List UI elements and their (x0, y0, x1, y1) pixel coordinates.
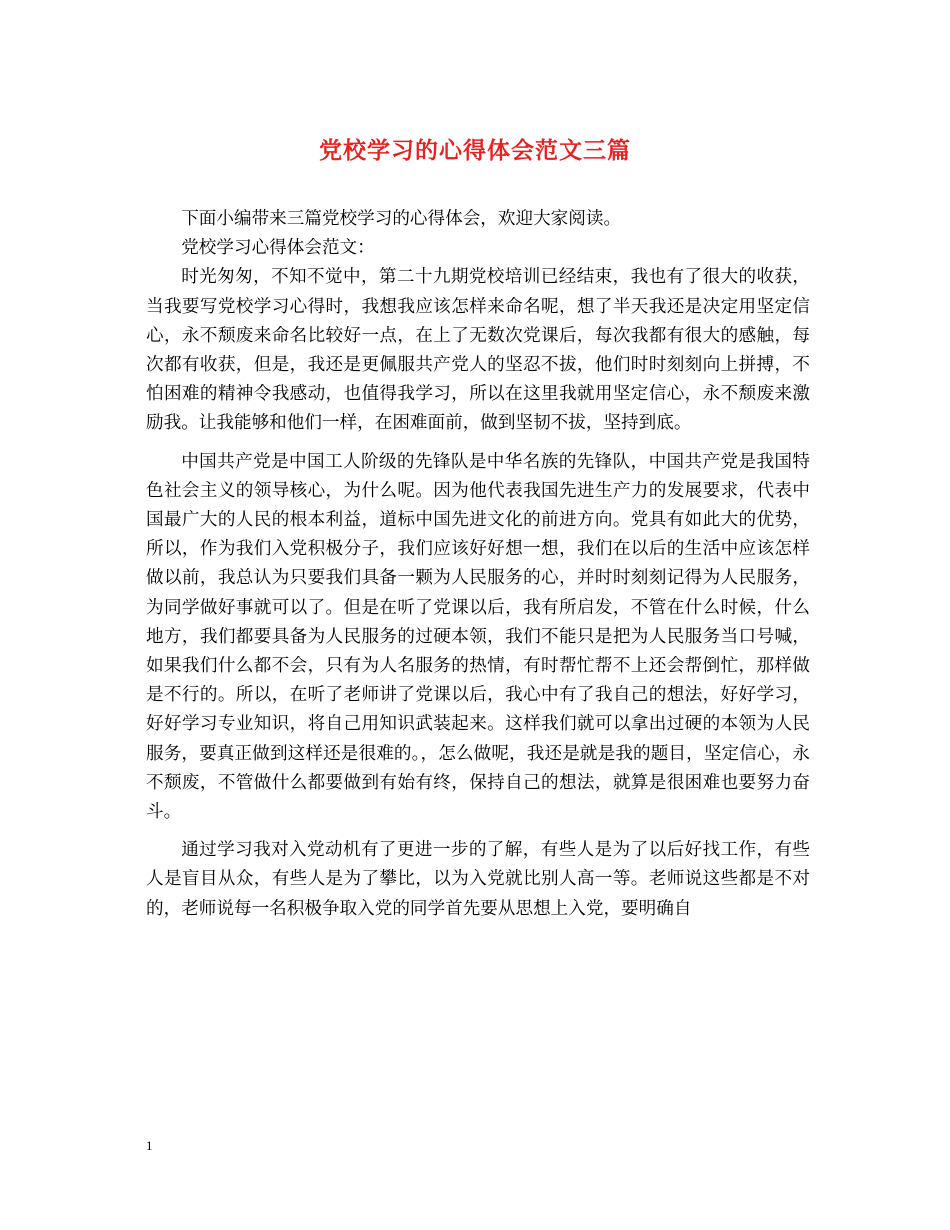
body-paragraph-2: 中国共产党是中国工人阶级的先锋队是中华名族的先锋队，中国共产党是我国特色社会主义的领导核心，为什么呢。因为他代表我国先进生产力的发展要求，代表中国最广大的人民的根本利益，道标中国先进文化的前进方向。党具有如此大的优势，所以，作为我们入党积极分子，我们应该好好想一想，我们在以后的生活中应该怎样做以前，我总认为只要我们具备一颗为人民服务的心，并时时刻刻记得为人民服务，为同学做好事就可以了。但是在听了党课以后，我有所启发，不管在什么时候，什么地方，我们都要具备为人民服务的过硬本领，我们不能只是把为人民服务当口号喊，如果我们什么都不会，只有为人名服务的热情，有时帮忙帮不上还会帮倒忙，那样做是不行的。所以，在听了老师讲了党课以后，我心中有了我自己的想法，好好学习，好好学习专业知识，将自己用知识武装起来。这样我们就可以拿出过硬的本领为人民服务，要真正做到这样还是很难的。，怎么做呢，我还是就是我的题目，坚定信心，永不颓废，不管做什么都要做到有始有终，保持自己的想法，就算是很困难也要努力奋斗。 (146, 451, 810, 823)
body-paragraph-3: 通过学习我对入党动机有了更进一步的了解，有些人是为了以后好找工作，有些人是盲目从众，有些人是为了攀比，以为入党就比别人高一等。老师说这些都是不对的，老师说每一名积极争取入党的同学首先要从思想上入党，要明确自 (146, 840, 810, 919)
body-paragraph-1: 时光匆匆，不知不觉中，第二十九期党校培训已经结束，我也有了很大的收获，当我要写党校学习心得时，我想我应该怎样来命名呢，想了半天我还是决定用坚定信心，永不颓废来命名比较好一点，在上了无数次党课后，每次我都有很大的感触，每次都有收获，但是，我还是更佩服共产党人的坚忍不拔，他们时时刻刻向上拼搏，不怕困难的精神令我感动，也值得我学习，所以在这里我就用坚定信心，永不颓废来激励我。让我能够和他们一样，在困难面前，做到坚韧不拔，坚持到底。 (146, 267, 810, 434)
intro-paragraph: 下面小编带来三篇党校学习的心得体会，欢迎大家阅读。 (181, 209, 622, 229)
page-number: 1 (146, 1138, 153, 1153)
section-heading: 党校学习心得体会范文： (181, 238, 375, 259)
document-title: 党校学习的心得体会范文三篇 (319, 137, 631, 164)
document-body (146, 205, 810, 924)
